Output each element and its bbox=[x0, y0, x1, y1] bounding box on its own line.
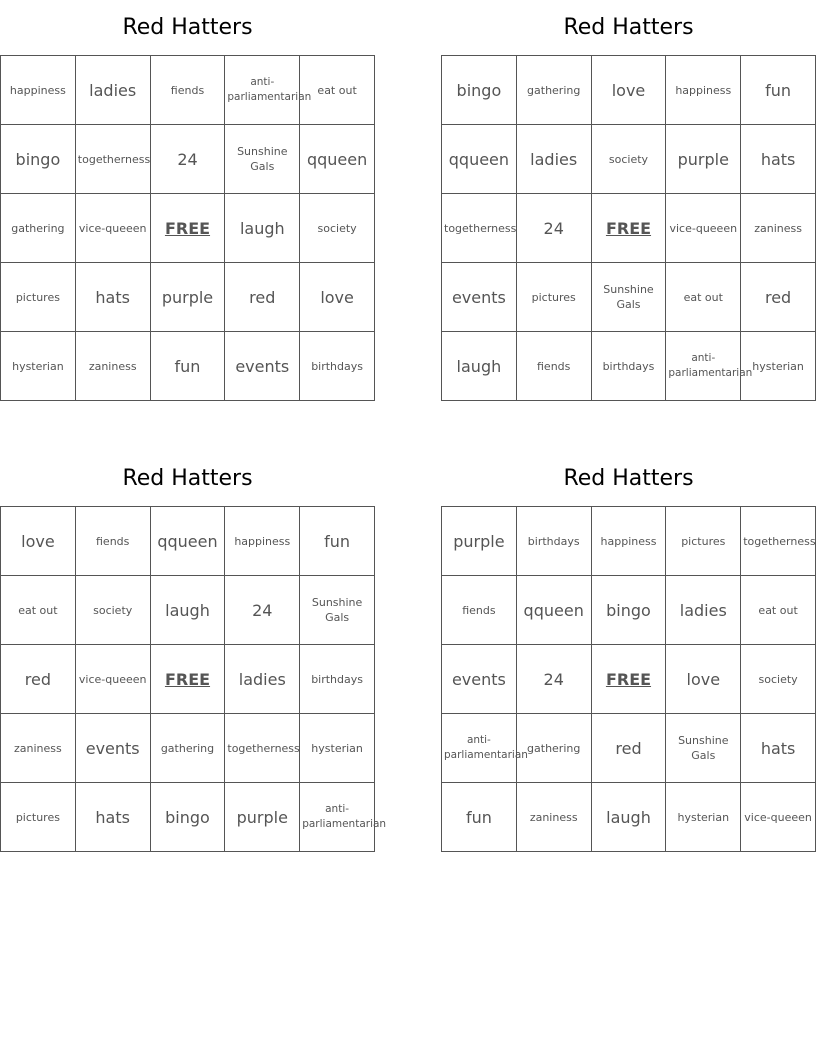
grid-cell: love bbox=[1, 507, 76, 576]
grid-cell: hysterian bbox=[300, 714, 375, 783]
grid-cell: society bbox=[591, 125, 666, 194]
grid-cell: birthdays bbox=[591, 332, 666, 401]
grid-cell: society bbox=[300, 194, 375, 263]
grid-cell: bingo bbox=[442, 56, 517, 125]
grid-cell: togetherness bbox=[442, 194, 517, 263]
bingo-grid bbox=[441, 55, 816, 401]
grid-cell: happiness bbox=[1, 56, 76, 125]
grid-cell: hysterian bbox=[1, 332, 76, 401]
free-space: FREE bbox=[150, 645, 225, 714]
grid-row bbox=[442, 263, 816, 332]
grid-cell: ladies bbox=[225, 645, 300, 714]
grid-cell: happiness bbox=[591, 507, 666, 576]
grid-cell: events bbox=[75, 714, 150, 783]
grid-row bbox=[442, 576, 816, 645]
grid-cell: bingo bbox=[150, 783, 225, 852]
grid-row bbox=[1, 576, 375, 645]
grid-row bbox=[442, 714, 816, 783]
grid-cell: events bbox=[442, 645, 517, 714]
free-space: FREE bbox=[591, 194, 666, 263]
bingo-grid bbox=[441, 506, 816, 852]
grid-cell: red bbox=[225, 263, 300, 332]
grid-row bbox=[442, 332, 816, 401]
grid-cell: anti-parliamentarian bbox=[300, 783, 375, 852]
card-title: Red Hatters bbox=[563, 15, 694, 40]
grid-cell: eat out bbox=[666, 263, 741, 332]
grid-cell: fiends bbox=[516, 332, 591, 401]
grid-cell: hats bbox=[75, 783, 150, 852]
grid-cell: hats bbox=[741, 714, 816, 783]
grid-cell: Sunshine Gals bbox=[591, 263, 666, 332]
grid-cell: 24 bbox=[516, 645, 591, 714]
grid-cell: hysterian bbox=[741, 332, 816, 401]
grid-cell: gathering bbox=[516, 714, 591, 783]
grid-cell: red bbox=[741, 263, 816, 332]
grid-cell: laugh bbox=[591, 783, 666, 852]
grid-cell: purple bbox=[666, 125, 741, 194]
grid-cell: vice-queeen bbox=[741, 783, 816, 852]
grid-cell: birthdays bbox=[300, 332, 375, 401]
bingo-card-3 bbox=[0, 451, 387, 852]
grid-row bbox=[1, 783, 375, 852]
grid-cell: qqueen bbox=[516, 576, 591, 645]
grid-cell: society bbox=[741, 645, 816, 714]
grid-row bbox=[1, 714, 375, 783]
grid-cell: fun bbox=[150, 332, 225, 401]
bingo-card-2 bbox=[441, 0, 816, 401]
bingo-card-1 bbox=[0, 0, 375, 401]
grid-row bbox=[1, 194, 375, 263]
grid-cell: eat out bbox=[300, 56, 375, 125]
grid-row bbox=[442, 645, 816, 714]
grid-cell: laugh bbox=[225, 194, 300, 263]
grid-cell: gathering bbox=[1, 194, 76, 263]
grid-cell: society bbox=[75, 576, 150, 645]
grid-cell: fun bbox=[442, 783, 517, 852]
grid-cell: togetherness bbox=[225, 714, 300, 783]
grid-cell: pictures bbox=[516, 263, 591, 332]
grid-cell: love bbox=[591, 56, 666, 125]
grid-cell: 24 bbox=[516, 194, 591, 263]
grid-cell: hats bbox=[741, 125, 816, 194]
grid-cell: qqueen bbox=[300, 125, 375, 194]
grid-cell: Sunshine Gals bbox=[225, 125, 300, 194]
grid-cell: togetherness bbox=[75, 125, 150, 194]
grid-row bbox=[1, 263, 375, 332]
bingo-card-4 bbox=[441, 451, 816, 852]
grid-cell: vice-queeen bbox=[75, 645, 150, 714]
grid-cell: ladies bbox=[666, 576, 741, 645]
grid-cell: red bbox=[1, 645, 76, 714]
grid-cell: birthdays bbox=[516, 507, 591, 576]
grid-cell: happiness bbox=[225, 507, 300, 576]
grid-row bbox=[442, 194, 816, 263]
grid-cell: 24 bbox=[225, 576, 300, 645]
grid-cell: laugh bbox=[442, 332, 517, 401]
grid-cell: eat out bbox=[1, 576, 76, 645]
grid-cell: anti-parliamentarian bbox=[225, 56, 300, 125]
grid-cell: fiends bbox=[150, 56, 225, 125]
grid-cell: zaniness bbox=[1, 714, 76, 783]
grid-cell: events bbox=[225, 332, 300, 401]
grid-row bbox=[442, 56, 816, 125]
grid-cell: Sunshine Gals bbox=[300, 576, 375, 645]
grid-cell: purple bbox=[442, 507, 517, 576]
grid-cell: birthdays bbox=[300, 645, 375, 714]
grid-cell: love bbox=[666, 645, 741, 714]
card-title: Red Hatters bbox=[122, 466, 253, 491]
bingo-grid bbox=[0, 55, 375, 401]
grid-cell: gathering bbox=[516, 56, 591, 125]
grid-cell: anti-parliamentarian bbox=[442, 714, 517, 783]
grid-row bbox=[1, 332, 375, 401]
grid-cell: 24 bbox=[150, 125, 225, 194]
grid-cell: ladies bbox=[75, 56, 150, 125]
grid-cell: purple bbox=[150, 263, 225, 332]
grid-row bbox=[1, 645, 375, 714]
grid-cell: Sunshine Gals bbox=[666, 714, 741, 783]
grid-cell: qqueen bbox=[150, 507, 225, 576]
free-space: FREE bbox=[591, 645, 666, 714]
grid-cell: pictures bbox=[1, 783, 76, 852]
grid-cell: pictures bbox=[1, 263, 76, 332]
grid-cell: red bbox=[591, 714, 666, 783]
grid-cell: gathering bbox=[150, 714, 225, 783]
grid-cell: anti-parliamentarian bbox=[666, 332, 741, 401]
grid-cell: fun bbox=[741, 56, 816, 125]
grid-cell: vice-queeen bbox=[75, 194, 150, 263]
grid-cell: eat out bbox=[741, 576, 816, 645]
grid-row bbox=[442, 783, 816, 852]
grid-cell: fun bbox=[300, 507, 375, 576]
grid-row bbox=[1, 125, 375, 194]
card-title: Red Hatters bbox=[563, 466, 694, 491]
grid-cell: bingo bbox=[1, 125, 76, 194]
grid-row bbox=[442, 125, 816, 194]
grid-cell: zaniness bbox=[741, 194, 816, 263]
grid-cell: vice-queeen bbox=[666, 194, 741, 263]
grid-cell: pictures bbox=[666, 507, 741, 576]
grid-cell: zaniness bbox=[75, 332, 150, 401]
grid-cell: happiness bbox=[666, 56, 741, 125]
grid-cell: hats bbox=[75, 263, 150, 332]
grid-cell: fiends bbox=[75, 507, 150, 576]
grid-row bbox=[1, 56, 375, 125]
grid-cell: purple bbox=[225, 783, 300, 852]
grid-cell: love bbox=[300, 263, 375, 332]
grid-row bbox=[1, 507, 375, 576]
grid-cell: zaniness bbox=[516, 783, 591, 852]
grid-cell: ladies bbox=[516, 125, 591, 194]
card-title: Red Hatters bbox=[122, 15, 253, 40]
grid-cell: togetherness bbox=[741, 507, 816, 576]
grid-cell: laugh bbox=[150, 576, 225, 645]
grid-row bbox=[442, 507, 816, 576]
bingo-grid bbox=[0, 506, 387, 852]
grid-cell: fiends bbox=[442, 576, 517, 645]
grid-cell: events bbox=[442, 263, 517, 332]
free-space: FREE bbox=[150, 194, 225, 263]
grid-cell: hysterian bbox=[666, 783, 741, 852]
grid-cell: qqueen bbox=[442, 125, 517, 194]
grid-cell: bingo bbox=[591, 576, 666, 645]
